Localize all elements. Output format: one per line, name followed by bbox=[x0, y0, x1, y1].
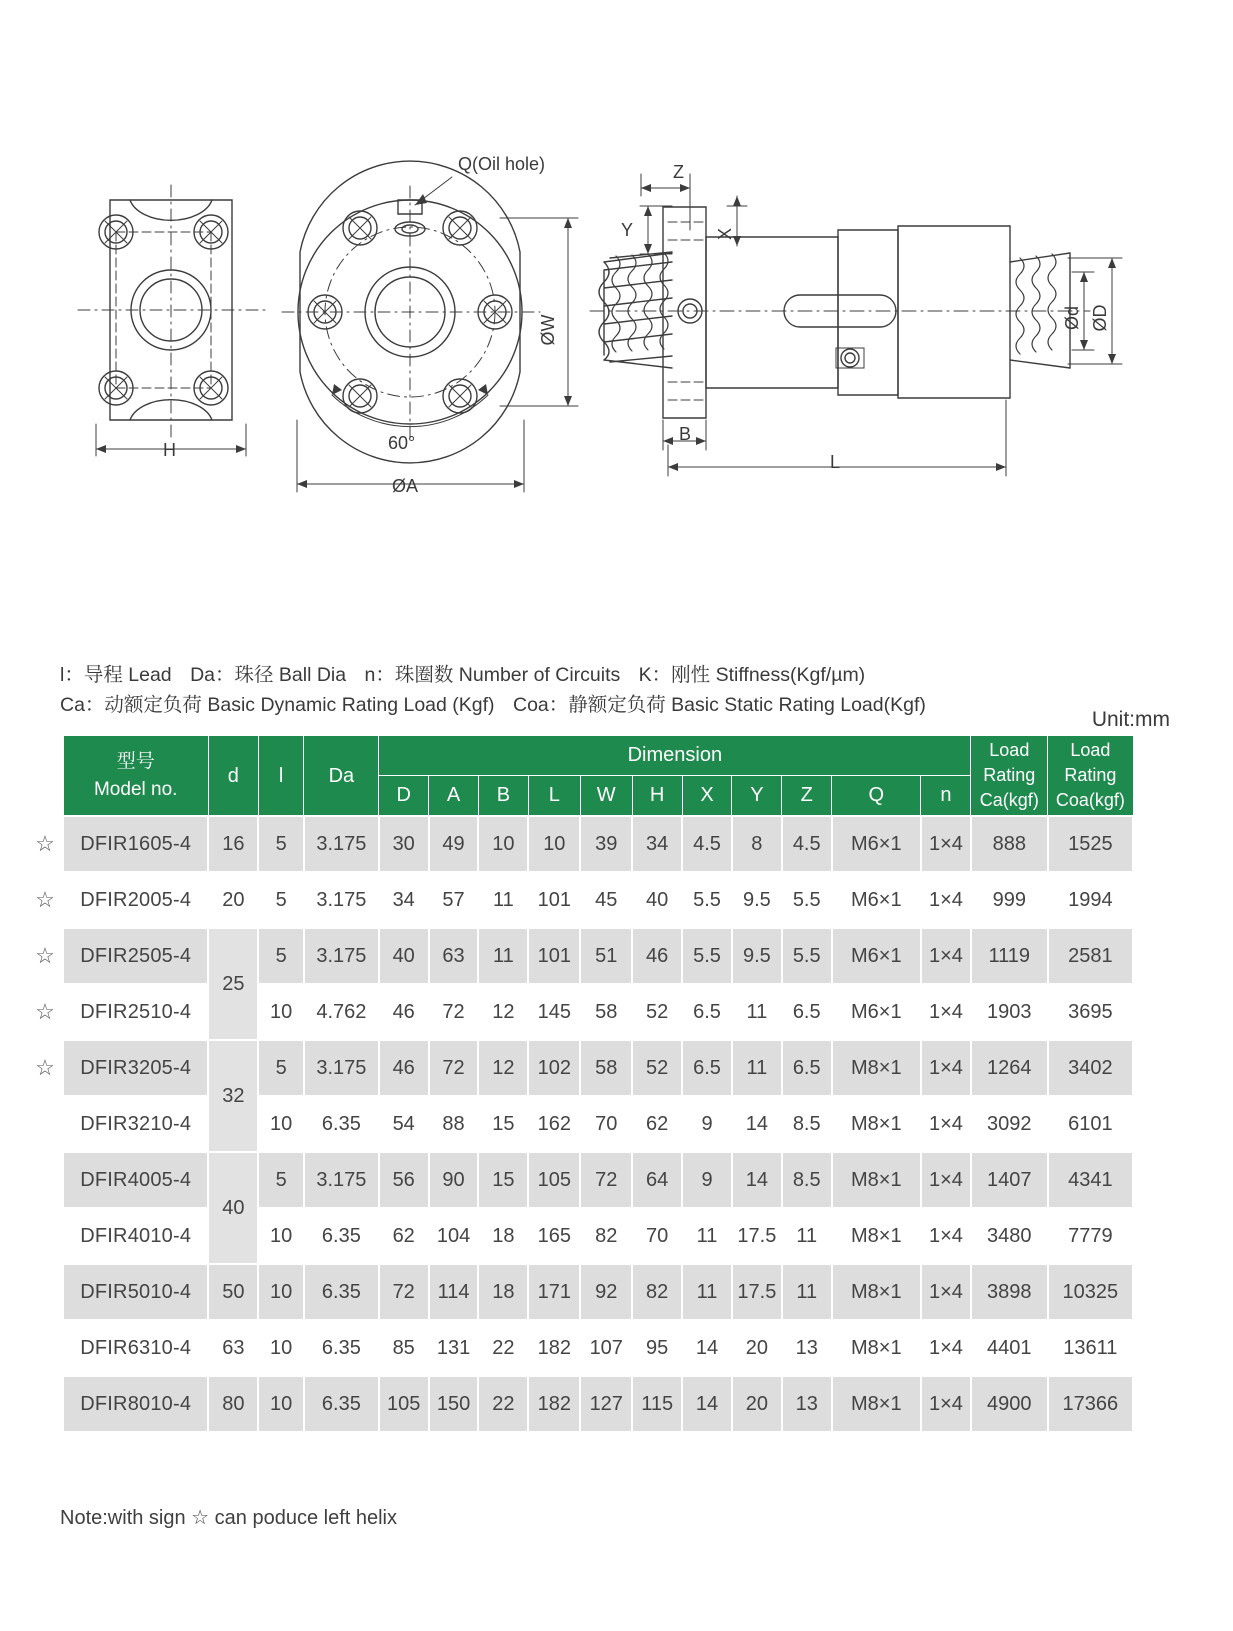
cell-da: 6.35 bbox=[304, 1208, 379, 1264]
col-load-rating-coa bbox=[1048, 736, 1133, 817]
left-helix-star: ☆ bbox=[35, 886, 55, 912]
cell-h: 82 bbox=[632, 1264, 682, 1320]
cell-x: 11 bbox=[682, 1264, 732, 1320]
cell-d: 56 bbox=[379, 1152, 429, 1208]
cell-l: 5 bbox=[258, 928, 304, 984]
cell-y: 20 bbox=[732, 1376, 782, 1432]
cell-model: DFIR8010-4 bbox=[63, 1376, 208, 1432]
cell-d: 16 bbox=[208, 816, 258, 872]
col-n: n bbox=[921, 775, 971, 816]
cell-d: 72 bbox=[379, 1264, 429, 1320]
header-row-1 bbox=[63, 736, 1133, 776]
cell-ca: 4900 bbox=[971, 1376, 1048, 1432]
left-helix-star bbox=[28, 1264, 62, 1320]
cell-h: 62 bbox=[632, 1096, 682, 1152]
cell-w: 39 bbox=[580, 816, 632, 872]
cell-a: 88 bbox=[429, 1096, 479, 1152]
col-da: Da bbox=[304, 736, 379, 817]
col-d: d bbox=[208, 736, 258, 817]
cell-ca: 3480 bbox=[971, 1208, 1048, 1264]
cell-coa: 3402 bbox=[1048, 1040, 1133, 1096]
cell-b: 18 bbox=[478, 1208, 528, 1264]
cell-ca: 3898 bbox=[971, 1264, 1048, 1320]
col-d: D bbox=[379, 775, 429, 816]
cell-y: 14 bbox=[732, 1152, 782, 1208]
cell-model: DFIR5010-4 bbox=[63, 1264, 208, 1320]
cell-model: DFIR4005-4 bbox=[63, 1152, 208, 1208]
cell-q: M8×1 bbox=[832, 1320, 921, 1376]
cell-h: 115 bbox=[632, 1376, 682, 1432]
cell-model: DFIR3210-4 bbox=[63, 1096, 208, 1152]
left-helix-star: ☆ bbox=[35, 998, 55, 1024]
cell-b: 11 bbox=[478, 928, 528, 984]
cell-l: 182 bbox=[528, 1320, 580, 1376]
label-l: L bbox=[830, 452, 841, 472]
side-view bbox=[599, 207, 1070, 418]
cell-l: 10 bbox=[258, 1264, 304, 1320]
cell-q: M8×1 bbox=[832, 1152, 921, 1208]
cell-l: 162 bbox=[528, 1096, 580, 1152]
cell-coa: 4341 bbox=[1048, 1152, 1133, 1208]
cell-y: 14 bbox=[732, 1096, 782, 1152]
cell-h: 52 bbox=[632, 984, 682, 1040]
cell-h: 64 bbox=[632, 1152, 682, 1208]
cell-coa: 2581 bbox=[1048, 928, 1133, 984]
cell-z: 11 bbox=[782, 1264, 832, 1320]
cell-model: DFIR6310-4 bbox=[63, 1320, 208, 1376]
cell-n: 1×4 bbox=[921, 1040, 971, 1096]
cell-l: 5 bbox=[258, 872, 304, 928]
cell-l: 101 bbox=[528, 928, 580, 984]
cell-y: 20 bbox=[732, 1320, 782, 1376]
col-dimension-group: Dimension bbox=[379, 736, 971, 776]
cell-d: 54 bbox=[379, 1096, 429, 1152]
cell-d: 46 bbox=[379, 1040, 429, 1096]
cell-h: 70 bbox=[632, 1208, 682, 1264]
cell-x: 9 bbox=[682, 1096, 732, 1152]
cell-n: 1×4 bbox=[921, 1096, 971, 1152]
legend-stiffness: K：刚性 Stiffness(Kgf/µm) bbox=[638, 664, 866, 686]
cell-l: 10 bbox=[258, 984, 304, 1040]
cell-a: 90 bbox=[429, 1152, 479, 1208]
cell-ca: 1119 bbox=[971, 928, 1048, 984]
cell-q: M8×1 bbox=[832, 1264, 921, 1320]
cell-l: 101 bbox=[528, 872, 580, 928]
spec-table-body bbox=[63, 816, 1133, 1432]
cell-l: 10 bbox=[528, 816, 580, 872]
cell-w: 82 bbox=[580, 1208, 632, 1264]
cell-n: 1×4 bbox=[921, 1264, 971, 1320]
cell-n: 1×4 bbox=[921, 984, 971, 1040]
cell-x: 9 bbox=[682, 1152, 732, 1208]
cell-z: 8.5 bbox=[782, 1096, 832, 1152]
cell-b: 22 bbox=[478, 1376, 528, 1432]
cell-y: 17.5 bbox=[732, 1264, 782, 1320]
cell-d: 20 bbox=[208, 872, 258, 928]
left-helix-star bbox=[28, 1208, 62, 1264]
cell-x: 14 bbox=[682, 1376, 732, 1432]
cell-d: 40 bbox=[208, 1152, 258, 1264]
label-b: B bbox=[679, 424, 692, 444]
legend-line-1 bbox=[60, 660, 1170, 690]
col-q: Q bbox=[832, 775, 921, 816]
cell-ca: 4401 bbox=[971, 1320, 1048, 1376]
legend-ball-dia: Da：珠径 Ball Dia bbox=[190, 664, 347, 686]
cell-y: 11 bbox=[732, 984, 782, 1040]
cell-a: 104 bbox=[429, 1208, 479, 1264]
cell-y: 11 bbox=[732, 1040, 782, 1096]
cell-a: 114 bbox=[429, 1264, 479, 1320]
cell-x: 5.5 bbox=[682, 928, 732, 984]
cell-d: 62 bbox=[379, 1208, 429, 1264]
cell-x: 6.5 bbox=[682, 1040, 732, 1096]
cell-a: 150 bbox=[429, 1376, 479, 1432]
cell-ca: 3092 bbox=[971, 1096, 1048, 1152]
left-helix-star bbox=[28, 1152, 62, 1208]
cell-l: 171 bbox=[528, 1264, 580, 1320]
label-x: X bbox=[715, 227, 735, 241]
cell-n: 1×4 bbox=[921, 1152, 971, 1208]
cell-d: 32 bbox=[208, 1040, 258, 1152]
cell-w: 92 bbox=[580, 1264, 632, 1320]
cell-y: 8 bbox=[732, 816, 782, 872]
table-row bbox=[63, 1040, 1133, 1096]
cell-l: 10 bbox=[258, 1320, 304, 1376]
cell-da: 6.35 bbox=[304, 1376, 379, 1432]
unit-label: Unit:mm bbox=[1091, 708, 1170, 731]
cell-z: 13 bbox=[782, 1320, 832, 1376]
cell-b: 12 bbox=[478, 1040, 528, 1096]
cell-z: 8.5 bbox=[782, 1152, 832, 1208]
col-l: l bbox=[258, 736, 304, 817]
cell-da: 3.175 bbox=[304, 816, 379, 872]
cell-coa: 13611 bbox=[1048, 1320, 1133, 1376]
left-helix-star: ☆ bbox=[35, 1054, 55, 1080]
label-h: H bbox=[163, 440, 176, 460]
cell-coa: 1525 bbox=[1048, 816, 1133, 872]
cell-h: 34 bbox=[632, 816, 682, 872]
spec-table-head bbox=[63, 736, 1133, 817]
load-ca-line1: Load bbox=[989, 740, 1030, 760]
cell-a: 131 bbox=[429, 1320, 479, 1376]
col-model bbox=[63, 736, 208, 817]
cell-d: 25 bbox=[208, 928, 258, 1040]
cell-z: 5.5 bbox=[782, 872, 832, 928]
cell-da: 3.175 bbox=[304, 928, 379, 984]
cell-b: 15 bbox=[478, 1152, 528, 1208]
cell-l: 105 bbox=[528, 1152, 580, 1208]
spec-table bbox=[62, 735, 1134, 1433]
cell-coa: 1994 bbox=[1048, 872, 1133, 928]
col-load-rating-ca bbox=[971, 736, 1048, 817]
load-coa-line2: Rating bbox=[1064, 765, 1117, 785]
col-z: Z bbox=[782, 775, 832, 816]
cell-l: 10 bbox=[258, 1208, 304, 1264]
cell-coa: 10325 bbox=[1048, 1264, 1133, 1320]
cell-x: 6.5 bbox=[682, 984, 732, 1040]
cell-q: M8×1 bbox=[832, 1096, 921, 1152]
load-ca-line2: Rating bbox=[983, 765, 1036, 785]
legend-circuits: n：珠圈数 Number of Circuits bbox=[364, 664, 621, 686]
cell-b: 12 bbox=[478, 984, 528, 1040]
cell-x: 4.5 bbox=[682, 816, 732, 872]
col-a: A bbox=[429, 775, 479, 816]
col-w: W bbox=[580, 775, 632, 816]
label-angle: 60° bbox=[388, 433, 416, 453]
legend-dynamic-load: Ca：动额定负荷 Basic Dynamic Rating Load (Kgf) bbox=[60, 694, 495, 716]
cell-d: 105 bbox=[379, 1376, 429, 1432]
col-y: Y bbox=[732, 775, 782, 816]
cell-d: 80 bbox=[208, 1376, 258, 1432]
cell-da: 6.35 bbox=[304, 1096, 379, 1152]
cell-b: 10 bbox=[478, 816, 528, 872]
cell-x: 5.5 bbox=[682, 872, 732, 928]
cell-ca: 1407 bbox=[971, 1152, 1048, 1208]
cell-da: 6.35 bbox=[304, 1320, 379, 1376]
cell-w: 107 bbox=[580, 1320, 632, 1376]
cell-w: 127 bbox=[580, 1376, 632, 1432]
cell-model: DFIR4010-4 bbox=[63, 1208, 208, 1264]
technical-drawing bbox=[0, 0, 1233, 620]
left-helix-star: ☆ bbox=[35, 830, 55, 856]
cell-ca: 999 bbox=[971, 872, 1048, 928]
cell-z: 13 bbox=[782, 1376, 832, 1432]
table-row bbox=[63, 928, 1133, 984]
cell-a: 49 bbox=[429, 816, 479, 872]
cell-z: 6.5 bbox=[782, 1040, 832, 1096]
table-row bbox=[63, 1264, 1133, 1320]
left-helix-star bbox=[28, 1376, 62, 1432]
spec-table-wrap bbox=[62, 735, 1134, 1433]
cell-da: 3.175 bbox=[304, 872, 379, 928]
star-gutter bbox=[28, 735, 62, 1432]
cell-q: M8×1 bbox=[832, 1040, 921, 1096]
cell-d: 40 bbox=[379, 928, 429, 984]
table-row bbox=[63, 1152, 1133, 1208]
cell-n: 1×4 bbox=[921, 1208, 971, 1264]
cell-w: 45 bbox=[580, 872, 632, 928]
load-ca-line3: Ca(kgf) bbox=[979, 790, 1039, 810]
cell-q: M8×1 bbox=[832, 1376, 921, 1432]
label-phi-d-small: Ød bbox=[1062, 305, 1082, 331]
legend-line-2 bbox=[60, 690, 1170, 720]
cell-l: 10 bbox=[258, 1376, 304, 1432]
cell-y: 17.5 bbox=[732, 1208, 782, 1264]
table-row bbox=[63, 1320, 1133, 1376]
cell-coa: 3695 bbox=[1048, 984, 1133, 1040]
cell-d: 46 bbox=[379, 984, 429, 1040]
cell-z: 4.5 bbox=[782, 816, 832, 872]
drawing-svg bbox=[0, 0, 1233, 620]
left-helix-star bbox=[28, 1320, 62, 1376]
cell-z: 6.5 bbox=[782, 984, 832, 1040]
cell-h: 40 bbox=[632, 872, 682, 928]
cell-h: 46 bbox=[632, 928, 682, 984]
cell-b: 18 bbox=[478, 1264, 528, 1320]
cell-n: 1×4 bbox=[921, 872, 971, 928]
cell-model: DFIR2510-4 bbox=[63, 984, 208, 1040]
cell-ca: 1264 bbox=[971, 1040, 1048, 1096]
cell-w: 51 bbox=[580, 928, 632, 984]
cell-n: 1×4 bbox=[921, 1320, 971, 1376]
legend-lead: l：导程 Lead bbox=[60, 664, 172, 686]
col-l: L bbox=[528, 775, 580, 816]
cell-a: 72 bbox=[429, 984, 479, 1040]
cell-n: 1×4 bbox=[921, 816, 971, 872]
cell-a: 57 bbox=[429, 872, 479, 928]
label-z: Z bbox=[673, 162, 684, 182]
label-y: Y bbox=[621, 220, 634, 240]
cell-d: 30 bbox=[379, 816, 429, 872]
cell-q: M6×1 bbox=[832, 816, 921, 872]
cell-da: 3.175 bbox=[304, 1152, 379, 1208]
cell-da: 3.175 bbox=[304, 1040, 379, 1096]
cell-l: 10 bbox=[258, 1096, 304, 1152]
cell-l: 145 bbox=[528, 984, 580, 1040]
cell-ca: 888 bbox=[971, 816, 1048, 872]
left-helix-star: ☆ bbox=[35, 942, 55, 968]
star-cell-list bbox=[28, 816, 62, 1432]
cell-z: 5.5 bbox=[782, 928, 832, 984]
oil-hole-leader bbox=[415, 177, 452, 205]
cell-coa: 7779 bbox=[1048, 1208, 1133, 1264]
cell-a: 72 bbox=[429, 1040, 479, 1096]
load-coa-line1: Load bbox=[1070, 740, 1111, 760]
cell-w: 70 bbox=[580, 1096, 632, 1152]
cell-y: 9.5 bbox=[732, 872, 782, 928]
label-phi-d-big: ØD bbox=[1090, 304, 1110, 332]
cell-l: 165 bbox=[528, 1208, 580, 1264]
cell-b: 22 bbox=[478, 1320, 528, 1376]
star-gutter-spacer bbox=[28, 735, 62, 816]
label-phi-a: ØA bbox=[392, 476, 419, 496]
cell-model: DFIR2505-4 bbox=[63, 928, 208, 984]
col-model-cn: 型号 bbox=[116, 750, 155, 772]
cell-y: 9.5 bbox=[732, 928, 782, 984]
cell-l: 102 bbox=[528, 1040, 580, 1096]
cell-l: 5 bbox=[258, 816, 304, 872]
cell-h: 95 bbox=[632, 1320, 682, 1376]
cell-q: M8×1 bbox=[832, 1208, 921, 1264]
legend-static-load: Coa：静额定负荷 Basic Static Rating Load(Kgf) bbox=[512, 694, 926, 716]
table-row bbox=[63, 1376, 1133, 1432]
cell-ca: 1903 bbox=[971, 984, 1048, 1040]
left-helix-star bbox=[28, 1096, 62, 1152]
cell-model: DFIR1605-4 bbox=[63, 816, 208, 872]
col-model-en: Model no. bbox=[93, 778, 178, 800]
cell-a: 63 bbox=[429, 928, 479, 984]
cell-b: 15 bbox=[478, 1096, 528, 1152]
cell-model: DFIR3205-4 bbox=[63, 1040, 208, 1096]
cell-h: 52 bbox=[632, 1040, 682, 1096]
col-h: H bbox=[632, 775, 682, 816]
cell-x: 14 bbox=[682, 1320, 732, 1376]
cell-da: 4.762 bbox=[304, 984, 379, 1040]
cell-q: M6×1 bbox=[832, 984, 921, 1040]
legend-block bbox=[60, 660, 1170, 731]
cell-q: M6×1 bbox=[832, 872, 921, 928]
cell-da: 6.35 bbox=[304, 1264, 379, 1320]
table-row bbox=[63, 872, 1133, 928]
cell-l: 182 bbox=[528, 1376, 580, 1432]
cell-w: 58 bbox=[580, 1040, 632, 1096]
cell-coa: 17366 bbox=[1048, 1376, 1133, 1432]
table-row bbox=[63, 816, 1133, 872]
label-oil-hole: Q(Oil hole) bbox=[458, 154, 546, 174]
cell-model: DFIR2005-4 bbox=[63, 872, 208, 928]
cell-x: 11 bbox=[682, 1208, 732, 1264]
cell-b: 11 bbox=[478, 872, 528, 928]
cell-d: 85 bbox=[379, 1320, 429, 1376]
dim-y bbox=[640, 206, 672, 254]
cell-l: 5 bbox=[258, 1152, 304, 1208]
cell-d: 50 bbox=[208, 1264, 258, 1320]
note-text: Note:with sign ☆ can poduce left helix bbox=[60, 1507, 398, 1529]
cell-l: 5 bbox=[258, 1040, 304, 1096]
cell-w: 58 bbox=[580, 984, 632, 1040]
col-x: X bbox=[682, 775, 732, 816]
cell-z: 11 bbox=[782, 1208, 832, 1264]
load-coa-line3: Coa(kgf) bbox=[1055, 790, 1125, 810]
label-phi-w: ØW bbox=[538, 314, 558, 346]
cell-d: 63 bbox=[208, 1320, 258, 1376]
cell-q: M6×1 bbox=[832, 928, 921, 984]
cell-d: 34 bbox=[379, 872, 429, 928]
cell-w: 72 bbox=[580, 1152, 632, 1208]
cell-n: 1×4 bbox=[921, 928, 971, 984]
col-b: B bbox=[478, 775, 528, 816]
cell-n: 1×4 bbox=[921, 1376, 971, 1432]
cell-coa: 6101 bbox=[1048, 1096, 1133, 1152]
